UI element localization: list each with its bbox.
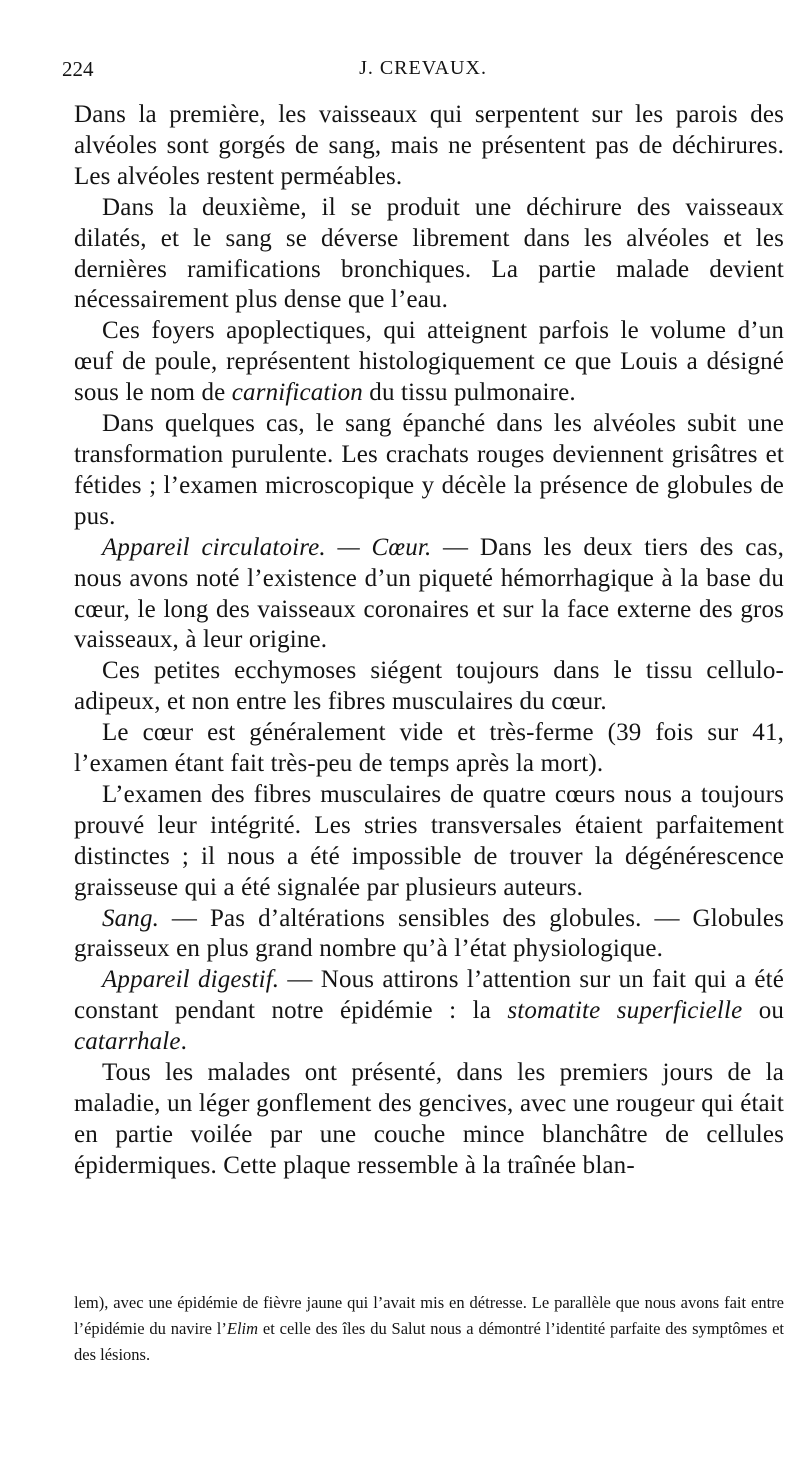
paragraph: Tous les malades ont présenté, dans les premiers jours de la maladie, un léger gonflement des gencives, avec une rougeur qui était en partie voilée par une couche mince blanchâtre de cellules épidermiques. Cette plaque ressemble à la traînée blan-: [74, 1059, 784, 1179]
paragraph: Dans la deuxième, il se produit une déchirure des vaisseaux dilatés, et le sang se déverse librement dans les alvéoles et les dernières ramifications bronchiques. La partie malade devient nécessairement plus dense que l’eau.: [74, 193, 784, 314]
italic-term: catarrhale: [74, 1028, 181, 1056]
italic-term: carnification: [231, 379, 363, 407]
paragraph: [74, 316, 784, 409]
paragraph-text: du tissu pulmonaire.: [362, 379, 576, 407]
paragraph-text: — Dans les deux tiers des cas, nous avons noté l’existence d’un piqueté hémorrhagique à la base du cœur, le long des vaisseaux coronaires et sur la face externe des gros vaisseaux, à leur origine.: [74, 533, 784, 654]
footnote-text: [74, 1290, 784, 1368]
paragraph-text: — Nous attirons l’attention sur un fait qui a été constant pendant notre épidémie : la: [74, 966, 784, 1025]
page-number: 224: [62, 57, 94, 81]
paragraph: Dans quelques cas, le sang épanché dans les alvéoles subit une transformation purulente. Les crachats rouges deviennent grisâtres et fétides ; l’examen microscopique y décèle la présence de globules de pus.: [74, 410, 784, 530]
paragraph: Le cœur est généralement vide et très-ferme (39 fois sur 41, l’examen étant fait très-peu de temps après la mort).: [74, 719, 784, 778]
footnote-part: et celle des îles du Salut nous a démontré l’identité parfaite des symptômes et des lésions.: [74, 1319, 784, 1364]
body-text: [74, 100, 784, 1182]
footnote: [74, 1290, 784, 1368]
paragraph: [74, 533, 784, 657]
paragraph-text: — Pas d’altérations sensibles des globules. — Globules graisseux en plus grand nombre qu’à l’état physiologique.: [74, 904, 784, 963]
italic-term: stomatite superficielle: [507, 997, 743, 1025]
footnote-part: lem), avec une épidémie de fièvre jaune qui l’avait mis en détresse. Le parallèle que nous avons fait entre l’épidémie du navire l’: [74, 1293, 784, 1338]
paragraph-text: Ces foyers apoplectiques, qui atteignent parfois le volume d’un œuf de poule, représentent histologiquement ce que Louis a désigné sous le nom de: [74, 317, 784, 407]
running-head: J. CREVAUX.: [359, 57, 487, 79]
page-header: [62, 57, 784, 87]
paragraph: [74, 965, 784, 1058]
paragraph: [74, 904, 784, 966]
section-heading: Appareil digestif.: [102, 966, 280, 994]
paragraph-text: ou: [742, 997, 784, 1025]
paragraph: Dans la première, les vaisseaux qui serpentent sur les parois des alvéoles sont gorgés de sang, mais ne présentent pas de déchirures. Les alvéoles restent perméables.: [74, 101, 784, 190]
ship-name: Elim: [226, 1319, 259, 1338]
paragraph: L’examen des fibres musculaires de quatre cœurs nous a toujours prouvé leur intégrité. Les stries transversales étaient parfaitement distinctes ; il nous a été impossible de trouver la dégénérescence graisseuse qui a été signalée par plusieurs auteurs.: [74, 780, 784, 901]
paragraph-text: .: [180, 1028, 187, 1056]
section-heading: Appareil circulatoire. — Cœur.: [102, 533, 432, 561]
section-heading: Sang.: [102, 904, 159, 932]
paragraph: Ces petites ecchymoses siégent toujours dans le tissu cellulo-adipeux, et non entre les fibres musculaires du cœur.: [74, 657, 784, 716]
